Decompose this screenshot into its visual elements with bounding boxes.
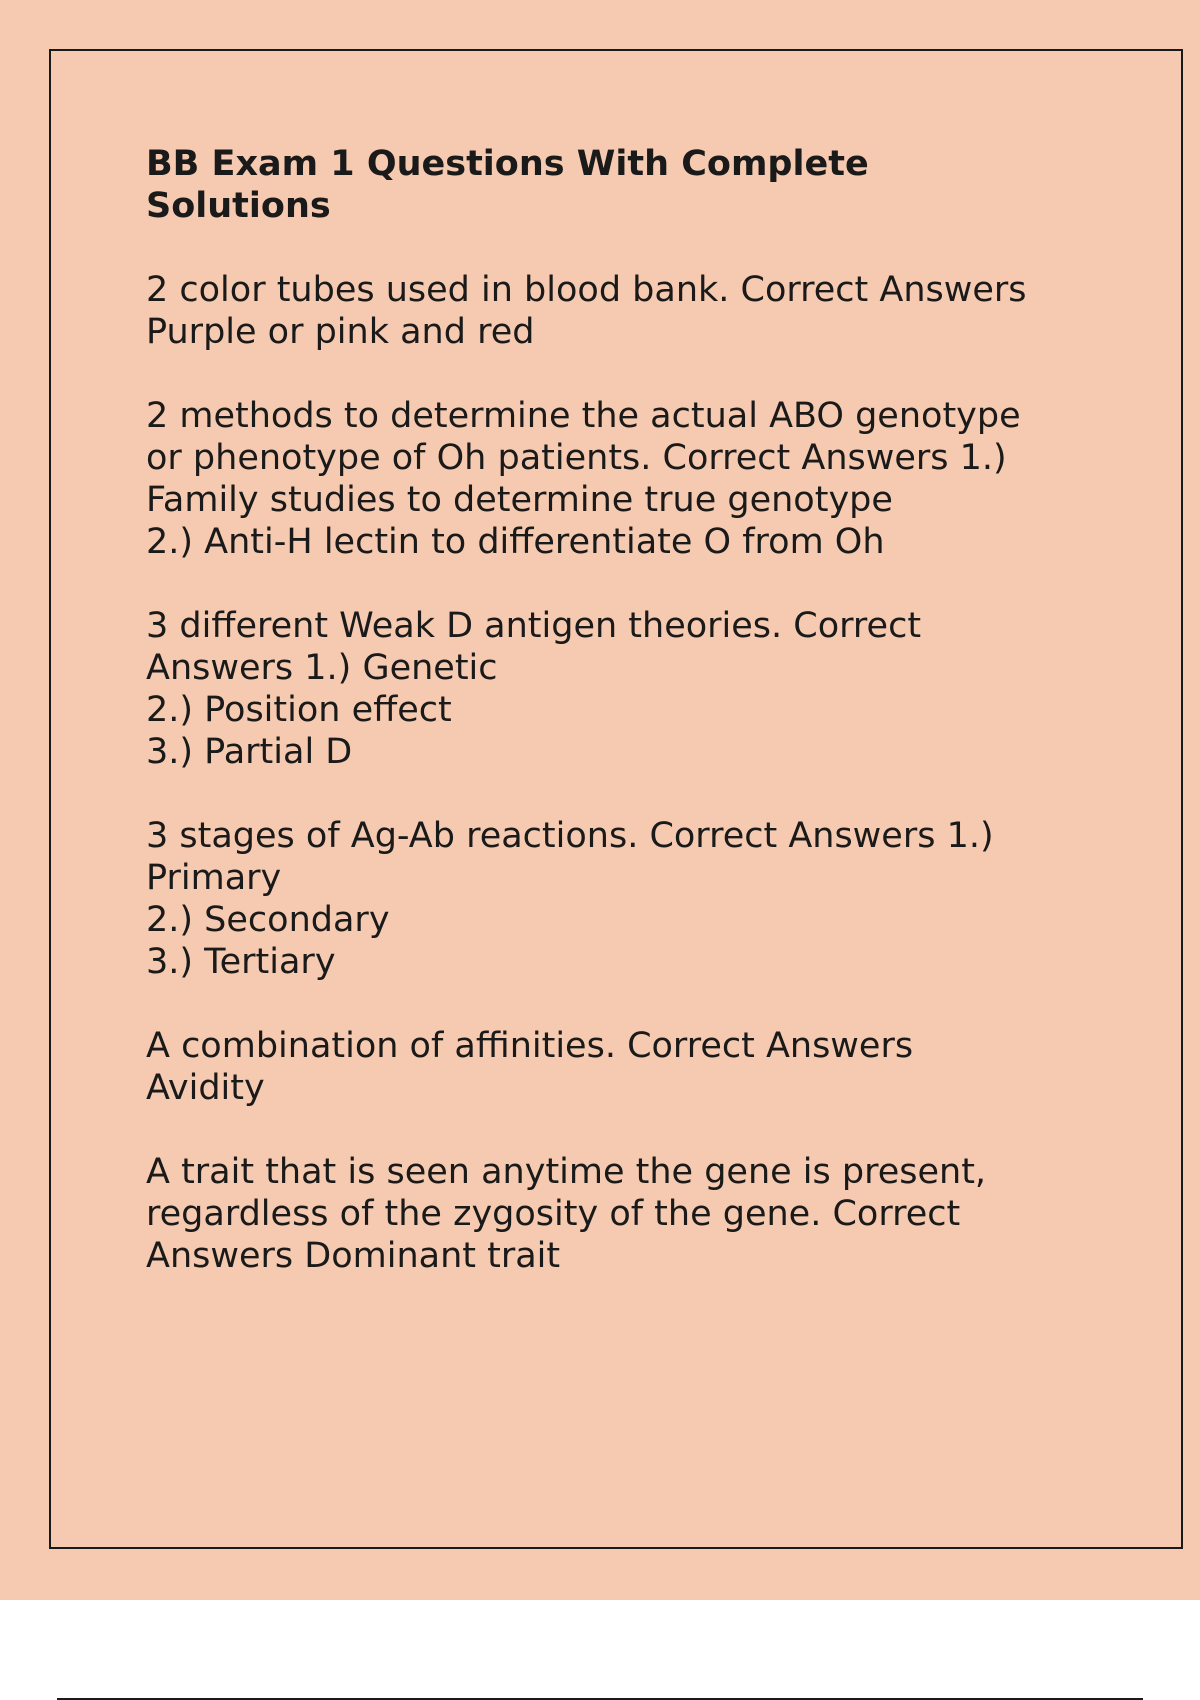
qa-entry: A trait that is seen anytime the gene is present, regardless of the zygosity of the gene. Correct Answers Dominant trait: [146, 1152, 987, 1276]
qa-entry: 2 color tubes used in blood bank. Correct Answers Purple or pink and red: [146, 270, 1027, 352]
qa-entry: A combination of affinities. Correct Answers Avidity: [146, 1026, 914, 1108]
qa-entry: 3 different Weak D antigen theories. Correct Answers 1.) Genetic 2.) Position effect 3.) Partial D: [146, 606, 922, 772]
document-body: [146, 143, 1106, 1319]
document-title: BB Exam 1 Questions With Complete Solutions: [146, 144, 869, 226]
qa-entry: 2 methods to determine the actual ABO genotype or phenotype of Oh patients. Correct Answers 1.) Family studies to determine true genotype 2.) Anti-H lectin to differentiate O from Oh: [146, 396, 1021, 562]
qa-entry: 3 stages of Ag-Ab reactions. Correct Answers 1.) Primary 2.) Secondary 3.) Tertiary: [146, 816, 994, 982]
